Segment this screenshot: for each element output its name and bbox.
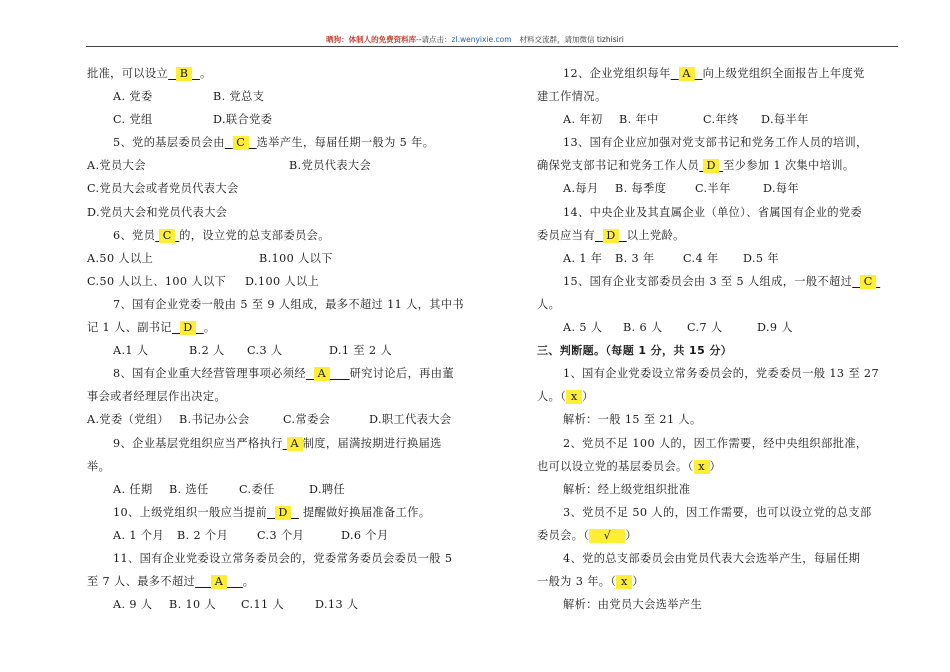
page-header-banner [0,35,950,45]
analysis-note: 解析：经上级党组织批准 [563,482,691,496]
question-line: 也可以设立党的基层委员会。（ x ） [537,459,722,473]
answer-highlight: D [180,321,196,335]
question-line: 事会或者经理层作出决定。 [87,390,227,404]
answer-highlight: B [176,67,192,81]
answer-highlight: x [616,575,632,589]
options-line: A. 党委 B. 党总支 [113,90,265,104]
question-line: 11、国有企业党委设立常务委员会的，党委常务委员会委员一般 5 [113,551,453,565]
answer-highlight: C [233,136,249,150]
answer-highlight: C [860,275,876,289]
analysis-note: 解析：由党员大会选举产生 [563,598,703,612]
answer-highlight: D [603,229,619,243]
question-line: 4、党的总支部委员会由党员代表大会选举产生，每届任期 [563,551,861,565]
answer-highlight: D [275,506,291,520]
options-line: C.党员大会或者党员代表大会 [87,182,239,196]
question-line: 确保党支部书记和党务工作人员 D 至少参加 1 次集中培训。 [537,159,855,173]
options-line: A. 9 人 B. 10 人 C.11 人 D.13 人 [113,598,359,612]
answer-highlight: A [211,575,227,589]
options-line: A.每月 B. 每季度 C.半年 D.每年 [563,182,800,196]
question-line: 2、党员不足 100 人的，因工作需要，经中央组织部批准， [563,436,868,450]
answer-highlight: C [159,229,175,243]
question-line: 一般为 3 年。（ x ） [537,575,644,589]
question-line: 1、国有企业党委设立常务委员会的，党委委员一般 13 至 27 [563,367,879,381]
header-extra: 材料交流群，请加微信 tizhisiri [519,35,624,44]
question-line: 7、国有企业党委一般由 5 至 9 人组成，最多不超过 11 人，其中书 [113,297,465,311]
question-line: 记 1 人、副书记 D 。 [87,321,216,335]
options-line: A. 5 人 B. 6 人 C.7 人 D.9 人 [563,321,793,335]
question-line: 5、党的基层委员会由 C 选举产生，每届任期一般为 5 年。 [113,136,435,150]
question-line: 举。 [87,459,111,473]
question-line: 3、党员不足 50 人的，因工作需要，也可以设立党的总支部 [563,505,872,519]
answer-highlight: A [314,367,330,381]
question-line: 委员会。（ √ ） [537,528,637,542]
question-line: 9、企业基层党组织应当严格执行 A 制度，届满按期进行换届选 [113,436,442,450]
question-line: 6、党员 C 的，设立党的总支部委员会。 [113,228,330,242]
options-line: A. 1 个月 B. 2 个月 C.3 个月 D.6 个月 [113,528,389,542]
options-line: A.党委（党组） B.书记办公会 C.常委会 D.职工代表大会 [87,413,452,427]
header-url-link[interactable]: zl.wenyixie.com [451,35,512,44]
answer-highlight: D [703,159,719,173]
options-line: C. 党组 D.联合党委 [113,113,273,127]
options-line: A.50 人以上 B.100 人以下 [87,251,333,265]
options-line: A.党员大会 B.党员代表大会 [87,159,372,173]
question-line: 13、国有企业应加强对党支部书记和党务工作人员的培训， [563,136,868,150]
question-line: 至 7 人、最多不超过 A 。 [87,575,255,589]
answer-highlight: x [694,460,710,474]
options-line: A. 年初 B. 年中 C.年终 D.每半年 [563,113,809,127]
options-line: D.党员大会和党员代表大会 [87,205,228,219]
question-line: 14、中央企业及其直属企业（单位）、省属国有企业的党委 [563,205,863,219]
answer-highlight: √ [589,529,625,543]
answer-highlight: x [566,390,582,404]
answer-highlight: A [287,437,303,451]
options-line: A.1 人 B.2 人 C.3 人 D.1 至 2 人 [113,344,393,358]
question-line: 委员应当有 D 以上党龄。 [537,228,685,242]
question-line: 12、企业党组织每年 A 向上级党组织全面报告上年度党 [563,67,865,80]
options-line: C.50 人以上、100 人以下 D.100 人以上 [87,274,320,288]
question-line: 人。 [537,297,561,311]
header-prompt: --请点击： [416,35,452,44]
header-divider [86,46,898,47]
options-line: A. 1 年 B. 3 年 C.4 年 D.5 年 [563,251,779,265]
right-column [537,62,943,616]
question-line: 建工作情况。 [537,90,607,104]
question-line: 15、国有企业支部委员会由 3 至 5 人组成，一般不超过 C [563,270,943,293]
question-line: 8、国有企业重大经营管理事项必须经 A 研究讨论后，再由董 [113,367,454,381]
question-line: 人。（ x ） [537,390,594,404]
header-brand: 晒狗：体制人的免费资料库 [326,35,417,44]
analysis-note: 解析：一般 15 至 21 人。 [563,413,702,427]
section-heading: 三、判断题。（每题 1 分，共 15 分） [537,344,733,358]
answer-highlight: A [679,67,695,81]
left-column [87,62,467,616]
question-line: 批准，可以设立 B 。 [87,67,212,80]
question-line: 10、上级党组织一般应当提前 D 提醒做好换届准备工作。 [113,505,431,519]
options-line: A. 任期 B. 选任 C.委任 D.聘任 [113,482,346,496]
